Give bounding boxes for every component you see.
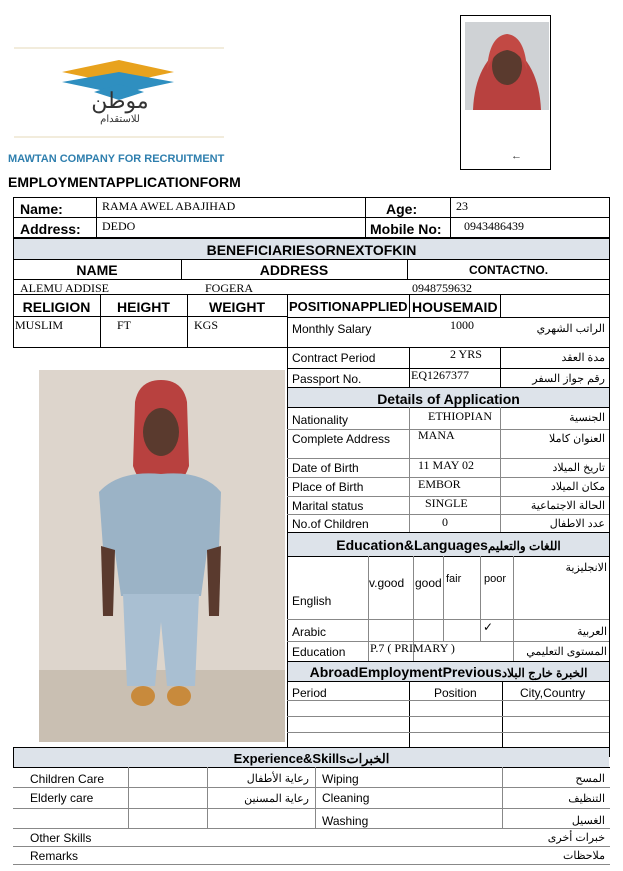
details-value: 11 MAY 02 [418, 458, 475, 472]
name-value: RAMA AWEL ABAJIHAD [102, 199, 236, 213]
skill-label: Washing [322, 814, 369, 828]
address-value: DEDO [102, 219, 136, 233]
skill-label: Wiping [322, 772, 359, 786]
details-label: Complete Address [292, 432, 391, 446]
logo-arabic-text: موطن [91, 88, 149, 113]
skill-arabic: التنظيف [568, 793, 605, 805]
details-arabic: العنوان كاملا [549, 433, 605, 445]
details-value: ETHIOPIAN [428, 409, 492, 423]
address-label: Address: [20, 221, 81, 237]
height-label: HEIGHT [117, 299, 170, 315]
level-poor: poor [484, 573, 507, 585]
arabic-arabic-label: العربية [576, 626, 607, 638]
remarks-label: Remarks [30, 849, 79, 863]
kin-name-label: NAME [76, 262, 118, 278]
name-label: Name: [20, 201, 63, 217]
details-arabic: الحالة الاجتماعية [530, 500, 605, 512]
details-label: Place of Birth [292, 480, 364, 494]
salary-value: 1000 [450, 318, 474, 332]
headshot-photo [465, 22, 549, 110]
logo-arabic-subtext: للاستقدام [100, 114, 140, 125]
education-arabic-label: المستوى التعليمي [526, 646, 607, 658]
details-arabic: الجنسية [569, 412, 605, 424]
remarks-arabic: ملاحظات [563, 850, 605, 862]
skill-arabic: الغسيل [571, 815, 605, 827]
kin-address-label: ADDRESS [259, 262, 329, 278]
abroad-col-position: Position [434, 686, 477, 700]
details-label: Marital status [292, 499, 364, 513]
details-value: MANA [418, 428, 455, 442]
height-value: FT [117, 318, 132, 332]
age-value: 23 [456, 199, 468, 213]
contract-period-arabic: مدة العقد [561, 352, 605, 364]
abroad-header-ar: الخبرة خارج البلاد [501, 666, 588, 680]
salary-label: Monthly Salary [292, 322, 372, 336]
kin-contact: 0948759632 [412, 281, 472, 295]
company-name: MAWTAN COMPANY FOR RECRUITMENT [8, 153, 225, 165]
position-applied-value: HOUSEMAID [412, 299, 498, 315]
skills-header-en: Experience&Skills [233, 751, 347, 766]
details-arabic: تاريخ الميلاد [552, 462, 605, 474]
other-skills-arabic: خبرات أخرى [547, 832, 605, 844]
photo-box [460, 15, 551, 170]
weight-value: KGS [194, 318, 219, 332]
details-label: No.of Children [292, 517, 369, 531]
kin-header: BENEFICIARIESORNEXTOFKIN [206, 242, 417, 258]
other-skills-label: Other Skills [30, 831, 92, 845]
english-label: English [292, 594, 332, 608]
education-header [288, 537, 609, 553]
arabic-label: Arabic [292, 625, 327, 639]
kin-name: ALEMU ADDISE [20, 281, 109, 295]
mobile-label: Mobile No: [370, 221, 442, 237]
skill-label: Children Care [30, 772, 105, 786]
mobile-value: 0943486439 [464, 219, 524, 233]
english-arabic-label: الانجليزية [565, 562, 607, 574]
kin-contact-label: CONTACTNO. [468, 263, 549, 277]
skill-arabic: رعاية الأطفال [246, 773, 309, 785]
religion-value: MUSLIM [15, 318, 64, 332]
age-label: Age: [386, 201, 418, 217]
level-vgood: v.good [369, 576, 405, 590]
details-arabic: عدد الاطفال [549, 518, 605, 530]
details-arabic: مكان الميلاد [550, 481, 605, 493]
level-fair: fair [446, 573, 462, 585]
level-good: good [415, 576, 442, 590]
abroad-header [288, 664, 609, 680]
education-label: Education [292, 645, 346, 659]
kin-address: FOGERA [205, 281, 254, 295]
skills-header [13, 751, 610, 767]
details-value: 0 [442, 515, 448, 529]
skills-header-ar: الخبرات [346, 751, 390, 766]
education-value: P.7 ( PRIMARY ) [370, 641, 455, 655]
skill-label: Elderly care [30, 791, 94, 805]
contract-period-label: Contract Period [292, 351, 376, 365]
passport-value: EQ1267377 [411, 368, 469, 382]
details-label: Nationality [292, 413, 349, 427]
salary-arabic: الراتب الشهري [536, 323, 605, 335]
details-value: SINGLE [425, 496, 468, 510]
abroad-col-period: Period [292, 686, 327, 700]
contract-period-value: 2 YRS [450, 347, 482, 361]
education-header-ar: اللغات والتعليم [487, 539, 561, 553]
passport-arabic: رقم جواز السفر [532, 373, 605, 385]
arabic-check-mark: ✓ [483, 620, 494, 634]
photo-box-mark: ← [511, 150, 522, 162]
full-body-photo [39, 370, 285, 742]
abroad-col-country: City,Country [520, 686, 586, 700]
abroad-header-en: AbroadEmploymentPrevious [309, 664, 502, 680]
skill-arabic: رعاية المسنين [244, 793, 309, 805]
skill-label: Cleaning [322, 791, 370, 805]
weight-label: WEIGHT [209, 299, 265, 315]
skill-arabic: المسح [575, 773, 605, 785]
religion-label: RELIGION [22, 299, 91, 315]
passport-label: Passport No. [292, 372, 362, 386]
details-value: EMBOR [418, 477, 461, 491]
form-title: EMPLOYMENTAPPLICATIONFORM [8, 174, 241, 190]
details-label: Date of Birth [292, 461, 359, 475]
education-header-en: Education&Languages [336, 537, 488, 553]
company-logo [14, 22, 224, 142]
details-header: Details of Application [377, 391, 520, 407]
position-applied-label: POSITIONAPPLIED [289, 299, 408, 314]
